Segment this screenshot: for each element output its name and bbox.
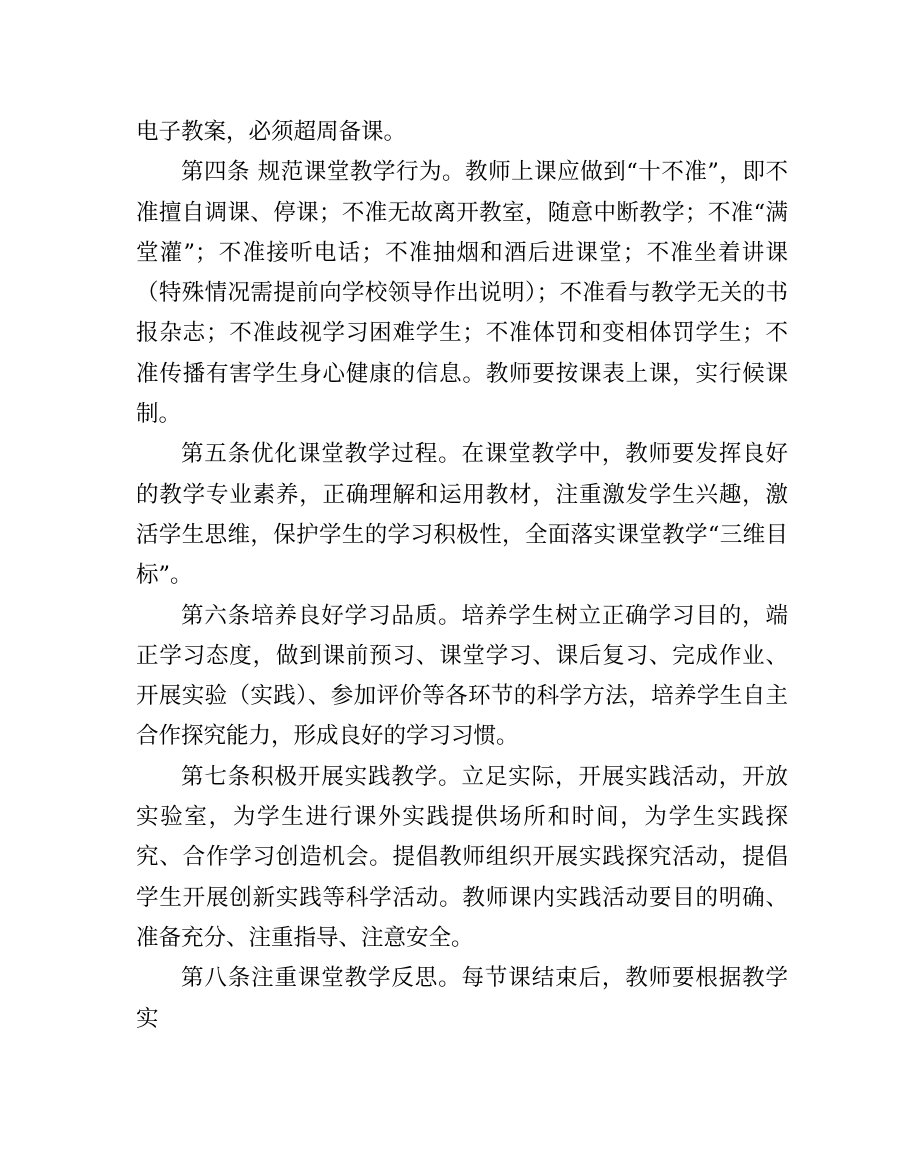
paragraph-article-8: 第八条注重课堂教学反思。每节课结束后，教师要根据教学实 bbox=[136, 965, 788, 1032]
paragraph-article-6: 第六条培养良好学习品质。培养学生树立正确学习目的，端正学习态度，做到课前预习、课堂学习、课后复习、完成作业、开展实验（实践）、参加评价等各环节的科学方法，培养学生自主合作探究能力，形成良好的学习习惯。 bbox=[136, 602, 788, 750]
document-page bbox=[136, 112, 788, 1039]
paragraph-article-5: 第五条优化课堂教学过程。在课堂教学中，教师要发挥良好的教学专业素养，正确理解和运用教材，注重激发学生兴趣，激活学生思维，保护学生的学习积极性，全面落实课堂教学“三维目标”。 bbox=[136, 441, 788, 589]
paragraph-article-4: 第四条 规范课堂教学行为。教师上课应做到“十不准”，即不准擅自调课、停课；不准无故离开教室，随意中断教学；不准“满堂灌”；不准接听电话；不准抽烟和酒后进课堂；不准坐着讲课（特殊情况需提前向学校领导作出说明）；不准看与教学无关的书报杂志；不准歧视学习困难学生；不准体罚和变相体罚学生；不准传播有害学生身心健康的信息。教师要按课表上课，实行候课制。 bbox=[136, 159, 788, 428]
paragraph-article-7: 第七条积极开展实践教学。立足实际，开展实践活动，开放实验室，为学生进行课外实践提供场所和时间，为学生实践探究、合作学习创造机会。提倡教师组织开展实践探究活动，提倡学生开展创新实践等科学活动。教师课内实践活动要目的明确、准备充分、注重指导、注意安全。 bbox=[136, 763, 788, 951]
paragraph-continuation: 电子教案，必须超周备课。 bbox=[136, 119, 407, 145]
